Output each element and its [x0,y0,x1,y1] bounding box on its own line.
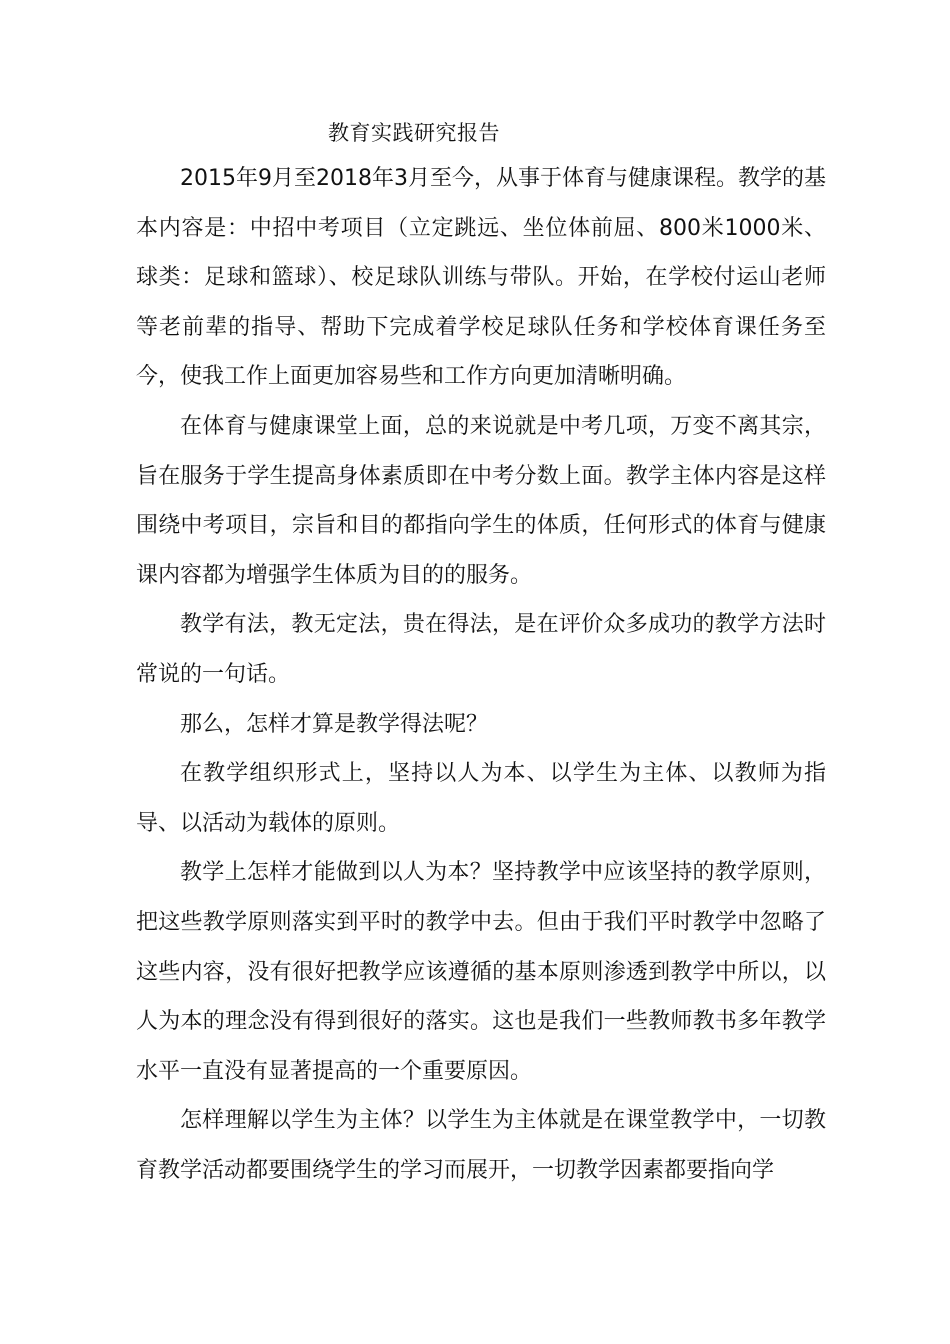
paragraph-4: 那么，怎样才算是教学得法呢？ [180,711,489,737]
paragraph-6: 教学上怎样才能做到以人为本？坚持教学中应该坚持的教学原则，把这些教学原则落实到平时的教学中去。但由于我们平时教学中忽略了这些内容，没有很好把教学应该遵循的基本原则渗透到教学中所以，以人为本的理念没有得到很好的落实。这也是我们一些教师教书多年教学水平一直没有显著提高的一个重要原因。 [136,860,826,1084]
paragraph-1: 2015年9月至2018年3月至今，从事于体育与健康课程。教学的基本内容是：中招中考项目（立定跳远、坐位体前屈、800米1000米、球类：足球和篮球）、校足球队训练与带队。开始，在学校付运山老师等老前辈的指导、帮助下完成着学校足球队任务和学校体育课任务至今，使我工作上面更加容易些和工作方向更加清晰明确。 [136,166,826,390]
document-title: 教育实践研究报告 [328,121,500,145]
paragraph-3: 教学有法，教无定法，贵在得法，是在评价众多成功的教学方法时常说的一句话。 [136,612,826,687]
paragraph-7: 怎样理解以学生为主体？以学生为主体就是在课堂教学中，一切教育教学活动都要围绕学生的学习而展开，一切教学因素都要指向学 [136,1108,826,1183]
document-body [136,154,826,1195]
paragraph-2: 在体育与健康课堂上面，总的来说就是中考几项，万变不离其宗，旨在服务于学生提高身体素质即在中考分数上面。教学主体内容是这样围绕中考项目，宗旨和目的都指向学生的体质，任何形式的体育与健康课内容都为增强学生体质为目的的服务。 [136,413,826,588]
paragraph-5: 在教学组织形式上，坚持以人为本、以学生为主体、以教师为指导、以活动为载体的原则。 [136,761,826,836]
